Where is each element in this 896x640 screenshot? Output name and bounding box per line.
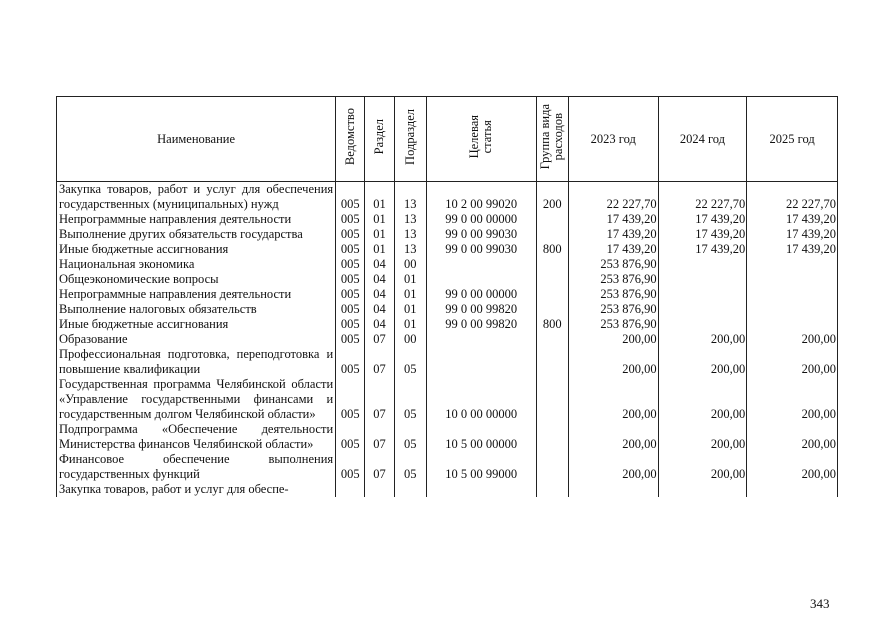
- cell-razdel: 07: [365, 332, 394, 347]
- cell-2023: 253 876,90: [568, 272, 658, 287]
- cell-2023: 17 439,20: [568, 242, 658, 257]
- cell-2024: 22 227,70: [658, 182, 747, 213]
- cell-vedomstvo: [336, 482, 365, 497]
- cell-vedomstvo: 005: [336, 302, 365, 317]
- cell-vedomstvo: 005: [336, 257, 365, 272]
- cell-podrazdel: 01: [394, 287, 426, 302]
- header-vedomstvo: Ведомство: [336, 97, 365, 182]
- cell-2025: 200,00: [747, 452, 838, 482]
- cell-razdel: 04: [365, 272, 394, 287]
- table-row: [57, 272, 838, 287]
- budget-table: [56, 96, 838, 497]
- cell-2024: 200,00: [658, 347, 747, 377]
- table-row: [57, 242, 838, 257]
- cell-gruppa: [536, 332, 568, 347]
- cell-2025: 200,00: [747, 422, 838, 452]
- cell-2023: 17 439,20: [568, 227, 658, 242]
- cell-gruppa: 800: [536, 242, 568, 257]
- table-row: [57, 452, 838, 482]
- cell-podrazdel: 00: [394, 257, 426, 272]
- cell-gruppa: [536, 422, 568, 452]
- table-row: [57, 422, 838, 452]
- table-row: [57, 482, 838, 497]
- cell-2025: 22 227,70: [747, 182, 838, 213]
- cell-2023: 253 876,90: [568, 287, 658, 302]
- cell-2025: [747, 302, 838, 317]
- cell-vedomstvo: 005: [336, 182, 365, 213]
- cell-2023: 200,00: [568, 452, 658, 482]
- cell-razdel: 01: [365, 182, 394, 213]
- cell-razdel: 01: [365, 212, 394, 227]
- cell-2025: 200,00: [747, 377, 838, 422]
- cell-2024: [658, 317, 747, 332]
- cell-2025: 200,00: [747, 347, 838, 377]
- header-year-2023: 2023 год: [568, 97, 658, 182]
- cell-podrazdel: 13: [394, 227, 426, 242]
- cell-celevaya-statya: 10 0 00 00000: [426, 377, 536, 422]
- cell-name: Закупка товаров, работ и услуг для обеспечения государственных (муниципальных) нужд: [57, 182, 336, 213]
- cell-2023: 200,00: [568, 377, 658, 422]
- cell-2023: 200,00: [568, 332, 658, 347]
- table-row: [57, 347, 838, 377]
- cell-gruppa: [536, 272, 568, 287]
- cell-razdel: 04: [365, 302, 394, 317]
- cell-podrazdel: 01: [394, 317, 426, 332]
- cell-gruppa: [536, 377, 568, 422]
- cell-name: Общеэкономические вопросы: [57, 272, 336, 287]
- cell-2024: [658, 257, 747, 272]
- page-number: 343: [810, 596, 830, 611]
- cell-vedomstvo: 005: [336, 287, 365, 302]
- cell-gruppa: 200: [536, 182, 568, 213]
- cell-celevaya-statya: 99 0 00 99030: [426, 242, 536, 257]
- header-podrazdel: Подраздел: [394, 97, 426, 182]
- header-year-2025: 2025 год: [747, 97, 838, 182]
- cell-razdel: 04: [365, 287, 394, 302]
- cell-name: Иные бюджетные ассигнования: [57, 317, 336, 332]
- cell-podrazdel: 13: [394, 182, 426, 213]
- cell-name: Иные бюджетные ассигнования: [57, 242, 336, 257]
- cell-podrazdel: 13: [394, 242, 426, 257]
- cell-2024: [658, 302, 747, 317]
- cell-gruppa: [536, 287, 568, 302]
- cell-2024: 17 439,20: [658, 212, 747, 227]
- cell-2024: 200,00: [658, 422, 747, 452]
- cell-2023: 253 876,90: [568, 302, 658, 317]
- table-row: [57, 377, 838, 422]
- cell-vedomstvo: 005: [336, 317, 365, 332]
- cell-2023: 200,00: [568, 422, 658, 452]
- cell-vedomstvo: 005: [336, 272, 365, 287]
- cell-razdel: 01: [365, 242, 394, 257]
- table-row: [57, 212, 838, 227]
- cell-name: Подпрограмма «Обеспечение деятельности Министерства финансов Челябинской области»: [57, 422, 336, 452]
- cell-gruppa: [536, 227, 568, 242]
- table-row: [57, 182, 838, 213]
- cell-podrazdel: 01: [394, 302, 426, 317]
- cell-celevaya-statya: 99 0 00 00000: [426, 287, 536, 302]
- cell-2024: 17 439,20: [658, 227, 747, 242]
- cell-vedomstvo: 005: [336, 422, 365, 452]
- cell-razdel: 07: [365, 347, 394, 377]
- cell-vedomstvo: 005: [336, 212, 365, 227]
- cell-podrazdel: 13: [394, 212, 426, 227]
- cell-celevaya-statya: 10 2 00 99020: [426, 182, 536, 213]
- table-row: [57, 287, 838, 302]
- cell-2024: 200,00: [658, 377, 747, 422]
- cell-razdel: 01: [365, 227, 394, 242]
- cell-2024: 17 439,20: [658, 242, 747, 257]
- cell-razdel: 04: [365, 257, 394, 272]
- cell-podrazdel: 01: [394, 272, 426, 287]
- cell-celevaya-statya: [426, 347, 536, 377]
- table-header-row: [57, 97, 838, 182]
- cell-gruppa: [536, 347, 568, 377]
- cell-2025: [747, 287, 838, 302]
- cell-razdel: 07: [365, 377, 394, 422]
- cell-2025: 17 439,20: [747, 212, 838, 227]
- cell-gruppa: 800: [536, 317, 568, 332]
- cell-podrazdel: 05: [394, 377, 426, 422]
- cell-2025: 17 439,20: [747, 242, 838, 257]
- cell-celevaya-statya: [426, 482, 536, 497]
- cell-name: Образование: [57, 332, 336, 347]
- cell-gruppa: [536, 482, 568, 497]
- cell-celevaya-statya: 10 5 00 00000: [426, 422, 536, 452]
- cell-2025: [747, 482, 838, 497]
- cell-gruppa: [536, 452, 568, 482]
- cell-2023: 253 876,90: [568, 317, 658, 332]
- cell-celevaya-statya: 99 0 00 99030: [426, 227, 536, 242]
- cell-2025: [747, 272, 838, 287]
- header-year-2024: 2024 год: [658, 97, 747, 182]
- cell-gruppa: [536, 257, 568, 272]
- cell-2025: [747, 257, 838, 272]
- cell-celevaya-statya: 99 0 00 00000: [426, 212, 536, 227]
- cell-gruppa: [536, 302, 568, 317]
- cell-celevaya-statya: 99 0 00 99820: [426, 317, 536, 332]
- cell-2024: 200,00: [658, 332, 747, 347]
- header-razdel: Раздел: [365, 97, 394, 182]
- cell-2024: [658, 287, 747, 302]
- cell-vedomstvo: 005: [336, 242, 365, 257]
- cell-name: Выполнение других обязательств государства: [57, 227, 336, 242]
- cell-name: Непрограммные направления деятельности: [57, 287, 336, 302]
- cell-podrazdel: [394, 482, 426, 497]
- cell-podrazdel: 00: [394, 332, 426, 347]
- cell-2023: 17 439,20: [568, 212, 658, 227]
- table-row: [57, 227, 838, 242]
- table-row: [57, 257, 838, 272]
- cell-name: Непрограммные направления деятельности: [57, 212, 336, 227]
- table-body: [57, 182, 838, 498]
- cell-vedomstvo: 005: [336, 227, 365, 242]
- table-row: [57, 302, 838, 317]
- cell-2024: [658, 482, 747, 497]
- cell-2024: [658, 272, 747, 287]
- cell-celevaya-statya: [426, 257, 536, 272]
- cell-2023: 200,00: [568, 347, 658, 377]
- cell-name: Финансовое обеспечение выполнения государственных функций: [57, 452, 336, 482]
- cell-name: Национальная экономика: [57, 257, 336, 272]
- header-gruppa-vida-rashodov: Группа вида расходов: [536, 97, 568, 182]
- cell-2025: [747, 317, 838, 332]
- cell-razdel: 04: [365, 317, 394, 332]
- cell-vedomstvo: 005: [336, 332, 365, 347]
- cell-razdel: [365, 482, 394, 497]
- header-celevaya-statya: Целевая статья: [426, 97, 536, 182]
- cell-2024: 200,00: [658, 452, 747, 482]
- table-row: [57, 332, 838, 347]
- cell-vedomstvo: 005: [336, 377, 365, 422]
- cell-2023: [568, 482, 658, 497]
- header-name: Наименование: [57, 97, 336, 182]
- cell-podrazdel: 05: [394, 452, 426, 482]
- cell-razdel: 07: [365, 452, 394, 482]
- cell-2023: 253 876,90: [568, 257, 658, 272]
- cell-2025: 17 439,20: [747, 227, 838, 242]
- cell-celevaya-statya: [426, 272, 536, 287]
- cell-podrazdel: 05: [394, 422, 426, 452]
- cell-name: Государственная программа Челябинской области «Управление государственными финансами и государственным долгом Челябинской области»: [57, 377, 336, 422]
- cell-name: Профессиональная подготовка, переподготовка и повышение квалификации: [57, 347, 336, 377]
- cell-name: Выполнение налоговых обязательств: [57, 302, 336, 317]
- cell-name: Закупка товаров, работ и услуг для обеспе-: [57, 482, 336, 497]
- cell-2023: 22 227,70: [568, 182, 658, 213]
- cell-podrazdel: 05: [394, 347, 426, 377]
- cell-celevaya-statya: 10 5 00 99000: [426, 452, 536, 482]
- cell-vedomstvo: 005: [336, 452, 365, 482]
- cell-2025: 200,00: [747, 332, 838, 347]
- cell-razdel: 07: [365, 422, 394, 452]
- cell-gruppa: [536, 212, 568, 227]
- cell-celevaya-statya: [426, 332, 536, 347]
- cell-celevaya-statya: 99 0 00 99820: [426, 302, 536, 317]
- table-row: [57, 317, 838, 332]
- cell-vedomstvo: 005: [336, 347, 365, 377]
